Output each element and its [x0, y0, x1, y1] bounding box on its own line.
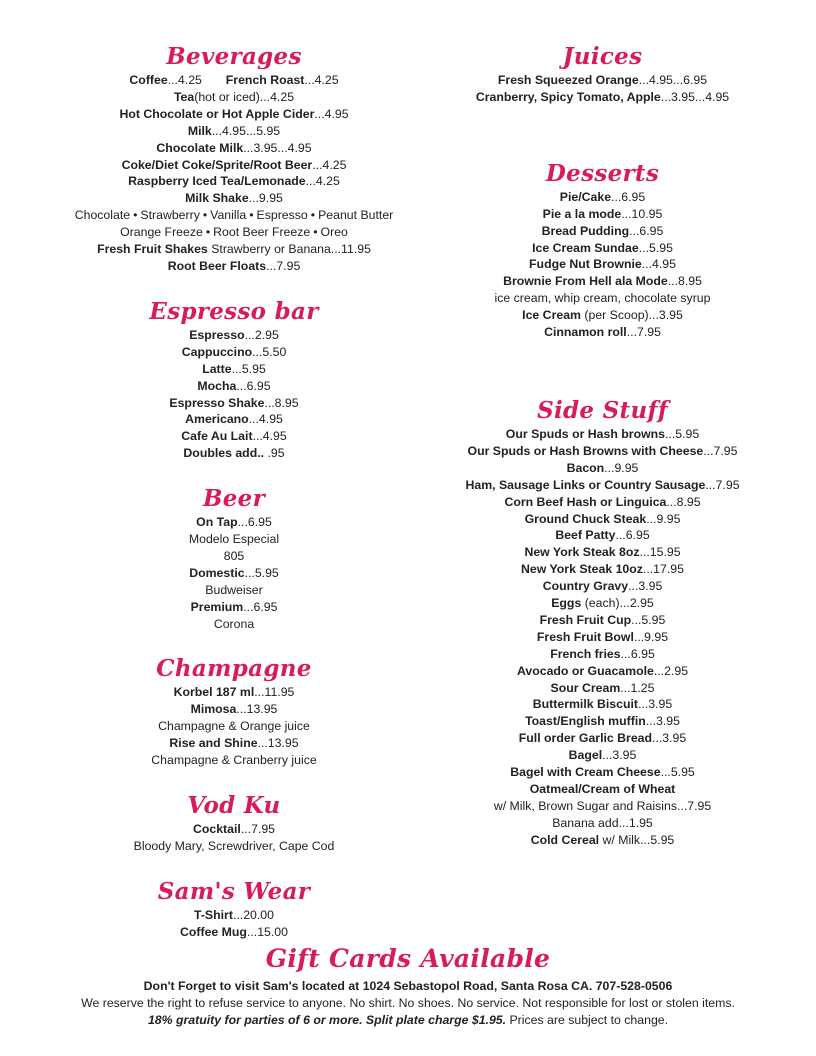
menu-item — [60, 258, 408, 275]
menu-item — [445, 747, 760, 764]
item-name: Mimosa — [190, 702, 237, 717]
menu-item — [445, 663, 760, 680]
item-name: Fresh Fruit Cup — [539, 612, 632, 627]
item-name: Bread Pudding — [541, 223, 630, 238]
menu-item — [60, 140, 408, 157]
menu-item — [445, 223, 760, 240]
menu-item — [60, 241, 408, 258]
item-name: Premium — [190, 599, 244, 614]
item-price: w/ Milk, Brown Sugar and Raisins...7.95 — [493, 798, 712, 813]
item-price: w/ Milk...5.95 — [599, 832, 675, 847]
menu-item — [60, 89, 408, 106]
menu-item — [445, 781, 760, 798]
item-price: ...6.95 — [243, 599, 278, 614]
item-name: Bagel — [568, 748, 603, 763]
item-name: Beef Patty — [555, 528, 616, 543]
item-name: Full order Garlic Bread — [518, 731, 653, 746]
item-name: Hot Chocolate or Hot Apple Cider — [119, 106, 315, 121]
item-name: Brownie From Hell ala Mode — [503, 274, 668, 289]
menu-item — [60, 599, 408, 616]
item-price: ...6.95 — [237, 515, 272, 530]
item-price: ...10.95 — [621, 206, 663, 221]
item-price: Modelo Especial — [188, 532, 280, 547]
menu-item — [445, 544, 760, 561]
item-name: Cranberry, Spicy Tomato, Apple — [475, 89, 661, 104]
item-name: Milk Shake — [185, 191, 249, 206]
menu-item — [445, 730, 760, 747]
section-heading: Champagne — [156, 655, 312, 683]
item-price: ...8.95 — [666, 494, 701, 509]
item-name: French fries — [550, 646, 621, 661]
menu-item — [445, 290, 760, 307]
item-price: ...4.25 — [304, 73, 339, 87]
flavor: Peanut Butter — [318, 208, 394, 223]
item-name: Corn Beef Hash or Linguica — [504, 494, 667, 509]
flavor: Strawberry — [140, 208, 200, 223]
section-sam-s-wear — [60, 877, 408, 941]
item-price: Champagne & Orange juice — [158, 719, 310, 734]
menu-item — [445, 646, 760, 663]
item-name: Ice Cream Sundae — [532, 240, 639, 255]
bullet-icon: • — [249, 208, 254, 223]
menu-item — [445, 72, 760, 89]
item-price: ...6.95 — [611, 189, 646, 204]
item-price: (each)...2.95 — [581, 596, 654, 611]
menu-item — [445, 511, 760, 528]
item-price: ...9.95 — [633, 629, 669, 644]
menu-item — [60, 327, 408, 344]
menu-item — [60, 106, 408, 123]
item-name: Espresso — [189, 327, 245, 342]
item-name: Domestic — [189, 565, 245, 580]
left-column — [60, 42, 408, 941]
menu-item — [60, 411, 408, 428]
item-name: Tea — [173, 89, 195, 104]
item-price: ...11.95 — [254, 685, 295, 700]
bullet-icon: • — [202, 208, 208, 223]
menu-item — [60, 565, 408, 582]
gratuity-note: 18% gratuity for parties of 6 or more. Split plate charge $1.95. Prices are subject to change. — [147, 1013, 669, 1027]
menu-item — [60, 395, 408, 412]
menu-item — [445, 713, 760, 730]
menu-item — [445, 324, 760, 341]
item-price: ...7.95 — [240, 822, 276, 836]
item-name: Mocha — [197, 378, 237, 393]
menu-item — [60, 616, 408, 633]
menu-item — [60, 582, 408, 599]
menu-item — [445, 798, 760, 815]
menu-item — [60, 838, 408, 855]
menu-item — [445, 273, 760, 290]
item-price: ...4.25 — [167, 73, 202, 87]
item-price: Banana add...1.95 — [552, 815, 653, 830]
item-price: ...9.95 — [248, 191, 283, 206]
menu-item — [445, 696, 760, 713]
section-heading: Espresso bar — [149, 297, 319, 325]
item-name: Espresso Shake — [169, 395, 265, 410]
item-name: Coffee — [129, 73, 168, 87]
gift-cards-heading: Gift Cards Available — [265, 944, 551, 973]
item-name: New York Steak 10oz — [521, 562, 643, 577]
item-name: Avocado or Guacamole — [516, 663, 654, 678]
menu-item — [445, 815, 760, 832]
item-name: Ice Cream — [522, 308, 581, 323]
item-price: ...5.95 — [665, 426, 700, 441]
item-price: ...7.95 — [626, 325, 661, 340]
right-column — [445, 42, 760, 849]
bullet-icon: • — [205, 225, 211, 240]
item-price: ...5.95 — [638, 240, 673, 255]
item-price: (hot or iced)...4.25 — [194, 89, 295, 104]
item-price: ...3.95...4.95 — [660, 89, 730, 104]
menu-item — [445, 460, 760, 477]
item-price: ...9.95 — [604, 460, 639, 475]
menu-item — [60, 72, 408, 89]
section-juices — [445, 42, 760, 106]
menu-item — [60, 173, 408, 190]
item-name: Cappuccino — [181, 344, 253, 359]
menu-item — [60, 924, 408, 941]
item-price: ...17.95 — [642, 562, 684, 577]
item-price: ...4.95...5.95 — [211, 123, 281, 138]
item-price: ...4.95 — [248, 412, 283, 427]
section-heading: Vod Ku — [187, 792, 281, 819]
flavor: Orange Freeze — [120, 225, 203, 240]
item-name: New York Steak 8oz — [524, 545, 640, 560]
item-name: Fudge Nut Brownie — [529, 257, 642, 272]
item-price: ...5.95 — [631, 612, 666, 627]
menu-item — [445, 595, 760, 612]
item-name: Cinnamon roll — [544, 325, 627, 340]
item-name: Our Spuds or Hash Browns with Cheese — [467, 443, 704, 458]
item-price: ...20.00 — [232, 907, 274, 922]
item-price: ...5.95 — [660, 765, 695, 780]
item-price: ...4.95 — [252, 429, 287, 444]
section-side-stuff — [445, 396, 760, 849]
item-price: ...4.95...6.95 — [638, 73, 708, 87]
menu-item — [60, 157, 408, 174]
item-name: Doubles add.. — [183, 446, 265, 461]
item-price: ...4.95 — [314, 106, 349, 121]
item-name: Chocolate Milk — [156, 140, 244, 155]
item-price: ice cream, whip cream, chocolate syrup — [494, 291, 711, 306]
item-price: .95 — [264, 446, 285, 461]
item-price: ...13.95 — [236, 702, 278, 717]
item-price: ...6.95 — [629, 223, 664, 238]
section-heading: Beverages — [166, 43, 302, 70]
item-name: Korbel 187 ml — [173, 685, 255, 700]
visit-note: Don't Forget to visit Sam's located at 1024 Sebastopol Road, Santa Rosa CA. 707-528-0506 — [143, 979, 673, 993]
menu-item — [60, 514, 408, 531]
menu-item — [445, 426, 760, 443]
flavor: Espresso — [256, 208, 308, 223]
menu-item — [60, 361, 408, 378]
item-price: ...5.95 — [244, 565, 279, 580]
menu-item — [60, 684, 408, 701]
menu-item — [445, 206, 760, 223]
section-heading: Sam's Wear — [157, 877, 311, 905]
item-price: ...2.95 — [653, 663, 689, 678]
item-price: ...7.95 — [703, 443, 738, 458]
item-name: Ground Chuck Steak — [524, 511, 647, 526]
item-price: 805 — [223, 548, 245, 563]
section-beverages — [60, 42, 408, 275]
section-espresso-bar — [60, 297, 408, 462]
item-name: Eggs — [551, 596, 582, 611]
item-price: ...8.95 — [667, 274, 702, 289]
item-name: Root Beer Floats — [167, 258, 267, 273]
item-price: ...15.95 — [639, 545, 681, 560]
bullet-icon: • — [133, 208, 138, 223]
item-name: Cafe Au Lait — [181, 429, 253, 444]
section-desserts — [445, 159, 760, 341]
menu-item — [60, 445, 408, 462]
item-name: Pie/Cake — [559, 189, 612, 204]
section-beer — [60, 484, 408, 632]
item-price: ...6.95 — [620, 646, 655, 661]
item-price: ...3.95...4.95 — [243, 140, 312, 155]
item-name: French Roast — [225, 73, 305, 87]
flavor: Oreo — [320, 225, 348, 240]
menu-item — [60, 752, 408, 769]
item-price: Corona — [213, 616, 255, 631]
item-price: ...3.95 — [652, 731, 687, 746]
menu-item — [445, 307, 760, 324]
item-price: ...7.95 — [705, 477, 740, 492]
item-price: ...1.25 — [620, 680, 655, 695]
footer — [0, 944, 816, 1029]
item-name: Milk — [187, 123, 212, 138]
item-name: Bagel with Cream Cheese — [510, 765, 661, 780]
item-name: Latte — [202, 361, 232, 376]
menu-item — [445, 189, 760, 206]
item-price: ...7.95 — [266, 258, 301, 273]
item-price: ...9.95 — [646, 511, 681, 526]
flavor-list — [60, 207, 408, 224]
item-name: T-Shirt — [194, 907, 233, 922]
item-name: Sour Cream — [550, 680, 621, 695]
menu-item — [60, 123, 408, 140]
item-name: Pie a la mode — [542, 206, 622, 221]
item-name: Buttermilk Biscuit — [532, 697, 639, 712]
section-champagne — [60, 654, 408, 769]
item-name: Country Gravy — [542, 579, 629, 594]
menu-item — [60, 344, 408, 361]
menu-item — [60, 718, 408, 735]
menu-item — [445, 256, 760, 273]
menu-item — [60, 907, 408, 924]
menu-item — [445, 89, 760, 106]
menu-item — [60, 701, 408, 718]
menu-item — [60, 378, 408, 395]
item-price: ...4.25 — [312, 157, 347, 172]
menu-item — [445, 443, 760, 460]
item-price: ...15.00 — [246, 924, 288, 939]
item-price: ...13.95 — [257, 736, 299, 751]
flavor: Vanilla — [210, 208, 247, 223]
menu-item — [445, 477, 760, 494]
item-price: Strawberry or Banana...11.95 — [207, 242, 371, 257]
item-name: Bacon — [566, 460, 605, 475]
flavor-list — [60, 224, 408, 241]
menu-item — [60, 531, 408, 548]
item-name: Americano — [185, 412, 249, 427]
item-name: Fresh Fruit Shakes — [97, 242, 208, 257]
item-price: ...5.50 — [252, 344, 287, 359]
item-name: Cocktail — [192, 822, 241, 836]
menu-item — [445, 832, 760, 849]
menu-item — [445, 680, 760, 697]
menu-item — [445, 764, 760, 781]
menu-item — [60, 548, 408, 565]
menu-item — [445, 578, 760, 595]
menu-item — [60, 735, 408, 752]
flavor: Root Beer Freeze — [213, 225, 311, 240]
item-name: Cold Cereal — [530, 832, 600, 847]
item-name: Fresh Squeezed Orange — [497, 73, 639, 87]
bullet-icon: • — [310, 208, 316, 223]
menu-item — [60, 821, 408, 838]
menu-item — [445, 240, 760, 257]
item-price: ...6.95 — [615, 528, 650, 543]
item-name: On Tap — [196, 515, 238, 530]
item-price: ...8.95 — [264, 395, 299, 410]
menu-item — [60, 428, 408, 445]
item-name: Oatmeal/Cream of Wheat — [529, 782, 676, 796]
section-heading: Desserts — [545, 159, 660, 187]
item-name: Toast/English muffin — [525, 714, 646, 729]
flavor: Chocolate — [74, 208, 131, 223]
item-price: ...3.95 — [602, 748, 637, 763]
item-price: ...2.95 — [244, 327, 279, 342]
item-price: ...3.95 — [638, 697, 673, 712]
section-heading: Juices — [562, 43, 643, 70]
section-vod-ku — [60, 791, 408, 855]
bullet-icon: • — [313, 225, 318, 240]
item-name: Raspberry Iced Tea/Lemonade — [128, 174, 306, 189]
item-price: ...4.95 — [641, 257, 676, 272]
menu-item — [445, 612, 760, 629]
item-name: Fresh Fruit Bowl — [536, 629, 634, 644]
item-price: ...4.25 — [305, 174, 340, 189]
menu-item — [445, 629, 760, 646]
item-price: Budweiser — [205, 582, 263, 597]
item-price: ...5.95 — [231, 361, 266, 376]
item-name: Our Spuds or Hash browns — [505, 426, 665, 441]
item-price: Bloody Mary, Screwdriver, Cape Cod — [133, 838, 335, 853]
item-price: Champagne & Cranberry juice — [151, 753, 317, 768]
menu-item — [445, 494, 760, 511]
menu-item — [60, 190, 408, 207]
menu-item — [445, 527, 760, 544]
item-price: (per Scoop)...3.95 — [580, 308, 683, 323]
item-name: Coffee Mug — [180, 924, 247, 939]
section-heading: Side Stuff — [537, 396, 668, 424]
item-price: ...6.95 — [236, 378, 271, 393]
item-name: Rise and Shine — [169, 736, 258, 751]
item-price: ...3.95 — [628, 579, 663, 594]
item-name: Coke/Diet Coke/Sprite/Root Beer — [121, 157, 313, 172]
section-heading: Beer — [202, 485, 266, 513]
item-name: Ham, Sausage Links or Country Sausage — [465, 477, 706, 492]
item-price: ...3.95 — [645, 714, 680, 729]
menu-item — [445, 561, 760, 578]
policy-note: We reserve the right to refuse service to anyone. No shirt. No shoes. No service. Not responsible for lost or stolen items. — [81, 996, 735, 1010]
